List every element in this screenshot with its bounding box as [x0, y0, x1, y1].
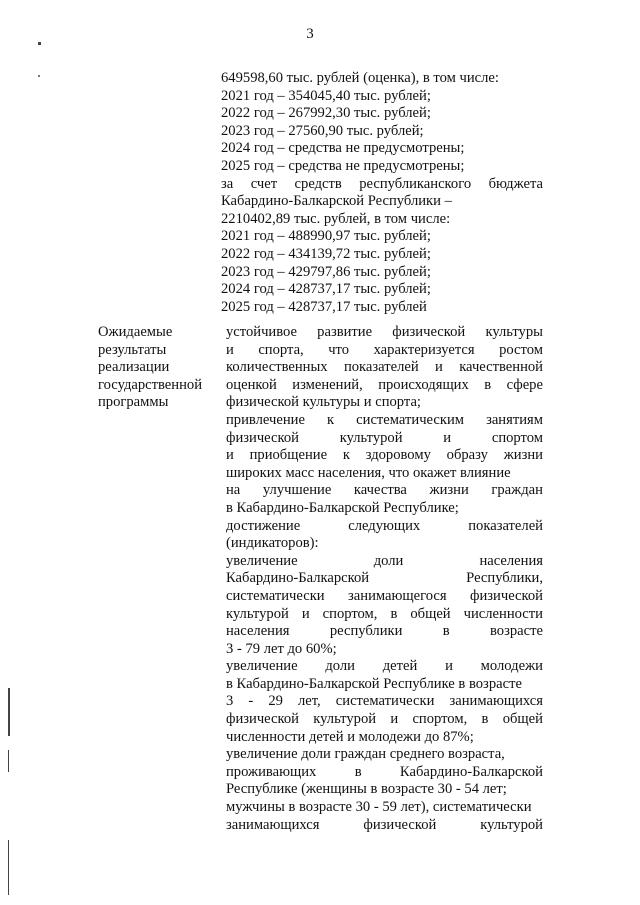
results-line: численности детей и молодежи до 87%; [226, 728, 474, 745]
results-line: культурой и спортом, в общей численности [226, 605, 543, 622]
funding-line: 2022 год – 267992,30 тыс. рублей; [221, 105, 431, 122]
funding-line: 649598,60 тыс. рублей (оценка), в том числе: [221, 70, 499, 86]
funding-line: 2022 год – 434139,72 тыс. рублей; [221, 245, 431, 262]
margin-speck [38, 75, 40, 77]
label-line: государственной [98, 376, 203, 393]
funding-line: 2023 год – 429797,86 тыс. рублей; [221, 263, 431, 280]
results-line: увеличение доли населения [226, 552, 543, 569]
label-line: программы [98, 394, 169, 411]
margin-speck [38, 42, 41, 45]
results-line: физической культуры и спорта; [226, 394, 421, 411]
results-line: количественных показателей и качественной [226, 359, 543, 376]
republican-heading [221, 176, 543, 194]
results-line: оценкой изменений, происходящих в сфере [226, 376, 543, 393]
funding-line: 2023 год – 27560,90 тыс. рублей; [221, 122, 424, 139]
results-line: 3 - 79 лет до 60%; [226, 640, 337, 657]
results-line: устойчивое развитие физической культуры [226, 324, 543, 340]
label-line: Ожидаемые [98, 324, 173, 340]
margin-scan-line [8, 840, 9, 895]
expected-results-label [98, 324, 216, 412]
heading-word: бюджета [488, 175, 543, 192]
margin-scan-line [8, 750, 9, 772]
expected-results-text [226, 324, 543, 834]
results-line: увеличение доли граждан среднего возраста, [226, 746, 505, 763]
results-line: и спорта, что характеризуется ростом [226, 341, 543, 358]
results-line: Республике (женщины в возрасте 30 - 54 лет; [226, 781, 507, 798]
page-number: 3 [306, 26, 314, 42]
results-line: Кабардино-Балкарской Республики, [226, 570, 543, 587]
results-line: занимающихся физической культурой [226, 816, 543, 833]
republican-lines [221, 193, 543, 316]
results-line: физической культурой и спортом, в общей [226, 711, 543, 728]
heading-word: за [221, 175, 234, 192]
results-line: проживающих в Кабардино-Балкарской [226, 763, 543, 780]
results-line: систематически занимающегося физической [226, 587, 543, 604]
results-line: на улучшение качества жизни граждан [226, 482, 543, 499]
results-line: в Кабардино-Балкарской Республике; [226, 499, 459, 516]
funding-line: 2024 год – средства не предусмотрены; [221, 140, 465, 157]
funding-line: 2024 год – 428737,17 тыс. рублей; [221, 281, 431, 298]
funding-block [221, 70, 543, 316]
funding-line: 2210402,89 тыс. рублей, в том числе: [221, 210, 451, 227]
heading-word: республиканского [359, 175, 472, 192]
funding-line: 2025 год – средства не предусмотрены; [221, 157, 465, 174]
results-line: населения республики в возрасте [226, 623, 543, 640]
results-line: увеличение доли детей и молодежи [226, 658, 543, 675]
results-line: физической культурой и спортом [226, 429, 543, 446]
heading-word: счет [250, 175, 278, 192]
results-line: (индикаторов): [226, 535, 319, 552]
results-line: широких масс населения, что окажет влияние [226, 464, 511, 481]
results-line: 3 - 29 лет, систематически занимающихся [226, 693, 543, 710]
results-line: и приобщение к здоровому образу жизни [226, 447, 543, 464]
funding-line: 2021 год – 488990,97 тыс. рублей; [221, 228, 431, 245]
heading-word: средств [294, 175, 342, 192]
results-line: мужчины в возрасте 30 - 59 лет), систематически [226, 799, 532, 816]
label-line: результаты [98, 341, 167, 358]
funding-line: 2021 год – 354045,40 тыс. рублей; [221, 87, 431, 104]
funding-line: Кабардино-Балкарской Республики – [221, 193, 452, 210]
label-line: реализации [98, 359, 170, 376]
funding-line: 2025 год – 428737,17 тыс. рублей [221, 298, 427, 315]
results-line: привлечение к систематическим занятиям [226, 411, 543, 428]
results-line: в Кабардино-Балкарской Республике в возрасте [226, 675, 522, 692]
results-line: достижение следующих показателей [226, 517, 543, 534]
margin-scan-line [8, 688, 10, 736]
funding-lines [221, 70, 543, 176]
